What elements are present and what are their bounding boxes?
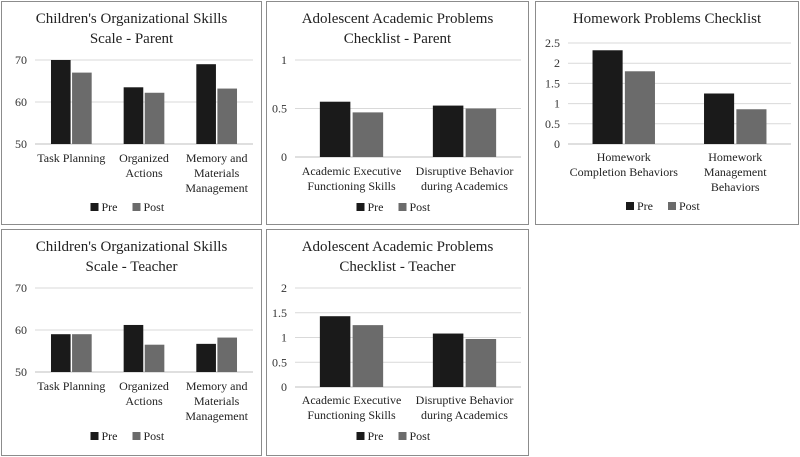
category-label-line: Completion Behaviors <box>569 165 678 179</box>
chart-svg <box>2 2 261 224</box>
legend-post-swatch <box>399 432 407 440</box>
y-tick-label: 0.5 <box>545 116 560 131</box>
category-label-line: during Academics <box>421 179 508 193</box>
legend-pre-label: Pre <box>101 429 118 443</box>
y-tick-label: 50 <box>15 365 27 379</box>
y-tick-label: 2.5 <box>545 36 560 50</box>
legend-post-label: Post <box>679 199 700 213</box>
category-label-line: Homework <box>708 150 763 164</box>
bar-post <box>353 112 384 157</box>
y-tick-label: 0.5 <box>272 355 287 370</box>
category-label-line: Behaviors <box>710 180 760 194</box>
bar-post <box>466 339 497 387</box>
legend-pre-swatch <box>91 203 99 211</box>
category-label-line: Memory and <box>185 151 248 165</box>
legend-post-label: Post <box>143 200 165 214</box>
bar-pre <box>433 334 464 387</box>
chart-panel-cos-teacher <box>1 229 262 456</box>
legend-post-swatch <box>133 432 141 440</box>
y-tick-label: 0.5 <box>272 101 287 116</box>
bar-post <box>217 338 237 372</box>
chart-title-line: Scale - Teacher <box>85 259 178 275</box>
bar-pre <box>704 94 734 145</box>
y-tick-label: 50 <box>15 137 27 151</box>
y-tick-label: 0 <box>281 380 287 394</box>
category-label-line: Functioning Skills <box>307 179 396 193</box>
chart-svg <box>267 230 528 455</box>
legend-pre-swatch <box>357 203 365 211</box>
chart-title-line: Checklist - Parent <box>343 31 452 47</box>
chart-panel-aapc-teacher <box>266 229 529 456</box>
legend-post-label: Post <box>409 200 431 214</box>
y-tick-label: 0 <box>281 150 287 164</box>
category-label-line: Functioning Skills <box>307 408 396 422</box>
bar-post <box>353 325 384 387</box>
chart-title-line: Scale - Parent <box>89 31 174 47</box>
bar-pre <box>593 50 623 144</box>
legend-pre-swatch <box>91 432 99 440</box>
y-tick-label: 1 <box>554 96 560 111</box>
category-label-line: Organized <box>119 379 169 393</box>
bar-post <box>145 345 165 372</box>
bar-pre <box>320 102 351 157</box>
legend-post-label: Post <box>409 429 431 443</box>
category-label-line: Actions <box>125 166 163 180</box>
y-tick-label: 0 <box>554 137 560 151</box>
y-tick-label: 2 <box>281 281 287 295</box>
y-tick-label: 70 <box>15 281 27 295</box>
category-label-line: Task Planning <box>37 151 106 165</box>
legend-pre-label: Pre <box>637 199 653 213</box>
chart-panel-cos-parent <box>1 1 262 225</box>
chart-title-line: Children's Organizational Skills <box>35 11 228 27</box>
chart-title-line: Checklist - Teacher <box>339 259 456 275</box>
bar-pre <box>51 60 71 144</box>
legend-pre-label: Pre <box>367 200 384 214</box>
legend-pre-label: Pre <box>367 429 384 443</box>
category-label-line: Management <box>703 165 767 179</box>
legend-pre-label: Pre <box>101 200 118 214</box>
category-label-line: Academic Executive <box>301 164 402 178</box>
bar-pre <box>124 325 144 372</box>
bar-pre <box>124 87 144 144</box>
y-tick-label: 1 <box>281 330 287 345</box>
bar-post <box>145 93 165 144</box>
chart-svg <box>267 2 528 224</box>
category-label-line: Management <box>185 181 248 195</box>
legend-post-swatch <box>399 203 407 211</box>
chart-svg <box>2 230 261 455</box>
chart-title-line: Children's Organizational Skills <box>35 239 228 255</box>
bar-pre <box>51 334 71 372</box>
bar-post <box>72 334 92 372</box>
category-label-line: Memory and <box>185 379 248 393</box>
chart-panel-hpc <box>535 1 799 225</box>
chart-title-line: Homework Problems Checklist <box>572 11 762 27</box>
y-tick-label: 2 <box>554 56 560 71</box>
bar-pre <box>433 106 464 157</box>
chart-panel-aapc-parent <box>266 1 529 225</box>
bar-post <box>466 109 497 158</box>
chart-title-line: Adolescent Academic Problems <box>301 239 494 255</box>
category-label-line: Disruptive Behavior <box>415 164 514 178</box>
bar-post <box>625 71 655 144</box>
bar-post <box>736 109 766 144</box>
legend-post-label: Post <box>143 429 165 443</box>
y-tick-label: 1 <box>281 53 287 67</box>
category-label-line: Disruptive Behavior <box>415 393 514 407</box>
y-tick-label: 60 <box>15 323 27 337</box>
category-label-line: Management <box>185 409 248 423</box>
bar-pre <box>196 344 216 372</box>
chart-title-line: Adolescent Academic Problems <box>301 11 494 27</box>
legend-post-swatch <box>668 202 676 210</box>
bar-pre <box>196 64 216 144</box>
bar-post <box>217 89 237 144</box>
bar-post <box>72 73 92 144</box>
category-label-line: Academic Executive <box>301 393 402 407</box>
y-tick-label: 1.5 <box>545 76 560 91</box>
category-label-line: during Academics <box>421 408 508 422</box>
legend-pre-swatch <box>626 202 634 210</box>
category-label-line: Homework <box>596 150 651 164</box>
category-label-line: Task Planning <box>37 379 106 393</box>
legend-post-swatch <box>133 203 141 211</box>
category-label-line: Materials <box>194 166 240 180</box>
y-tick-label: 60 <box>15 95 27 109</box>
y-tick-label: 1.5 <box>272 305 287 320</box>
legend-pre-swatch <box>357 432 365 440</box>
category-label-line: Organized <box>119 151 169 165</box>
bar-pre <box>320 316 351 387</box>
y-tick-label: 70 <box>15 53 27 67</box>
chart-svg <box>536 2 798 224</box>
category-label-line: Materials <box>194 394 240 408</box>
category-label-line: Actions <box>125 394 163 408</box>
